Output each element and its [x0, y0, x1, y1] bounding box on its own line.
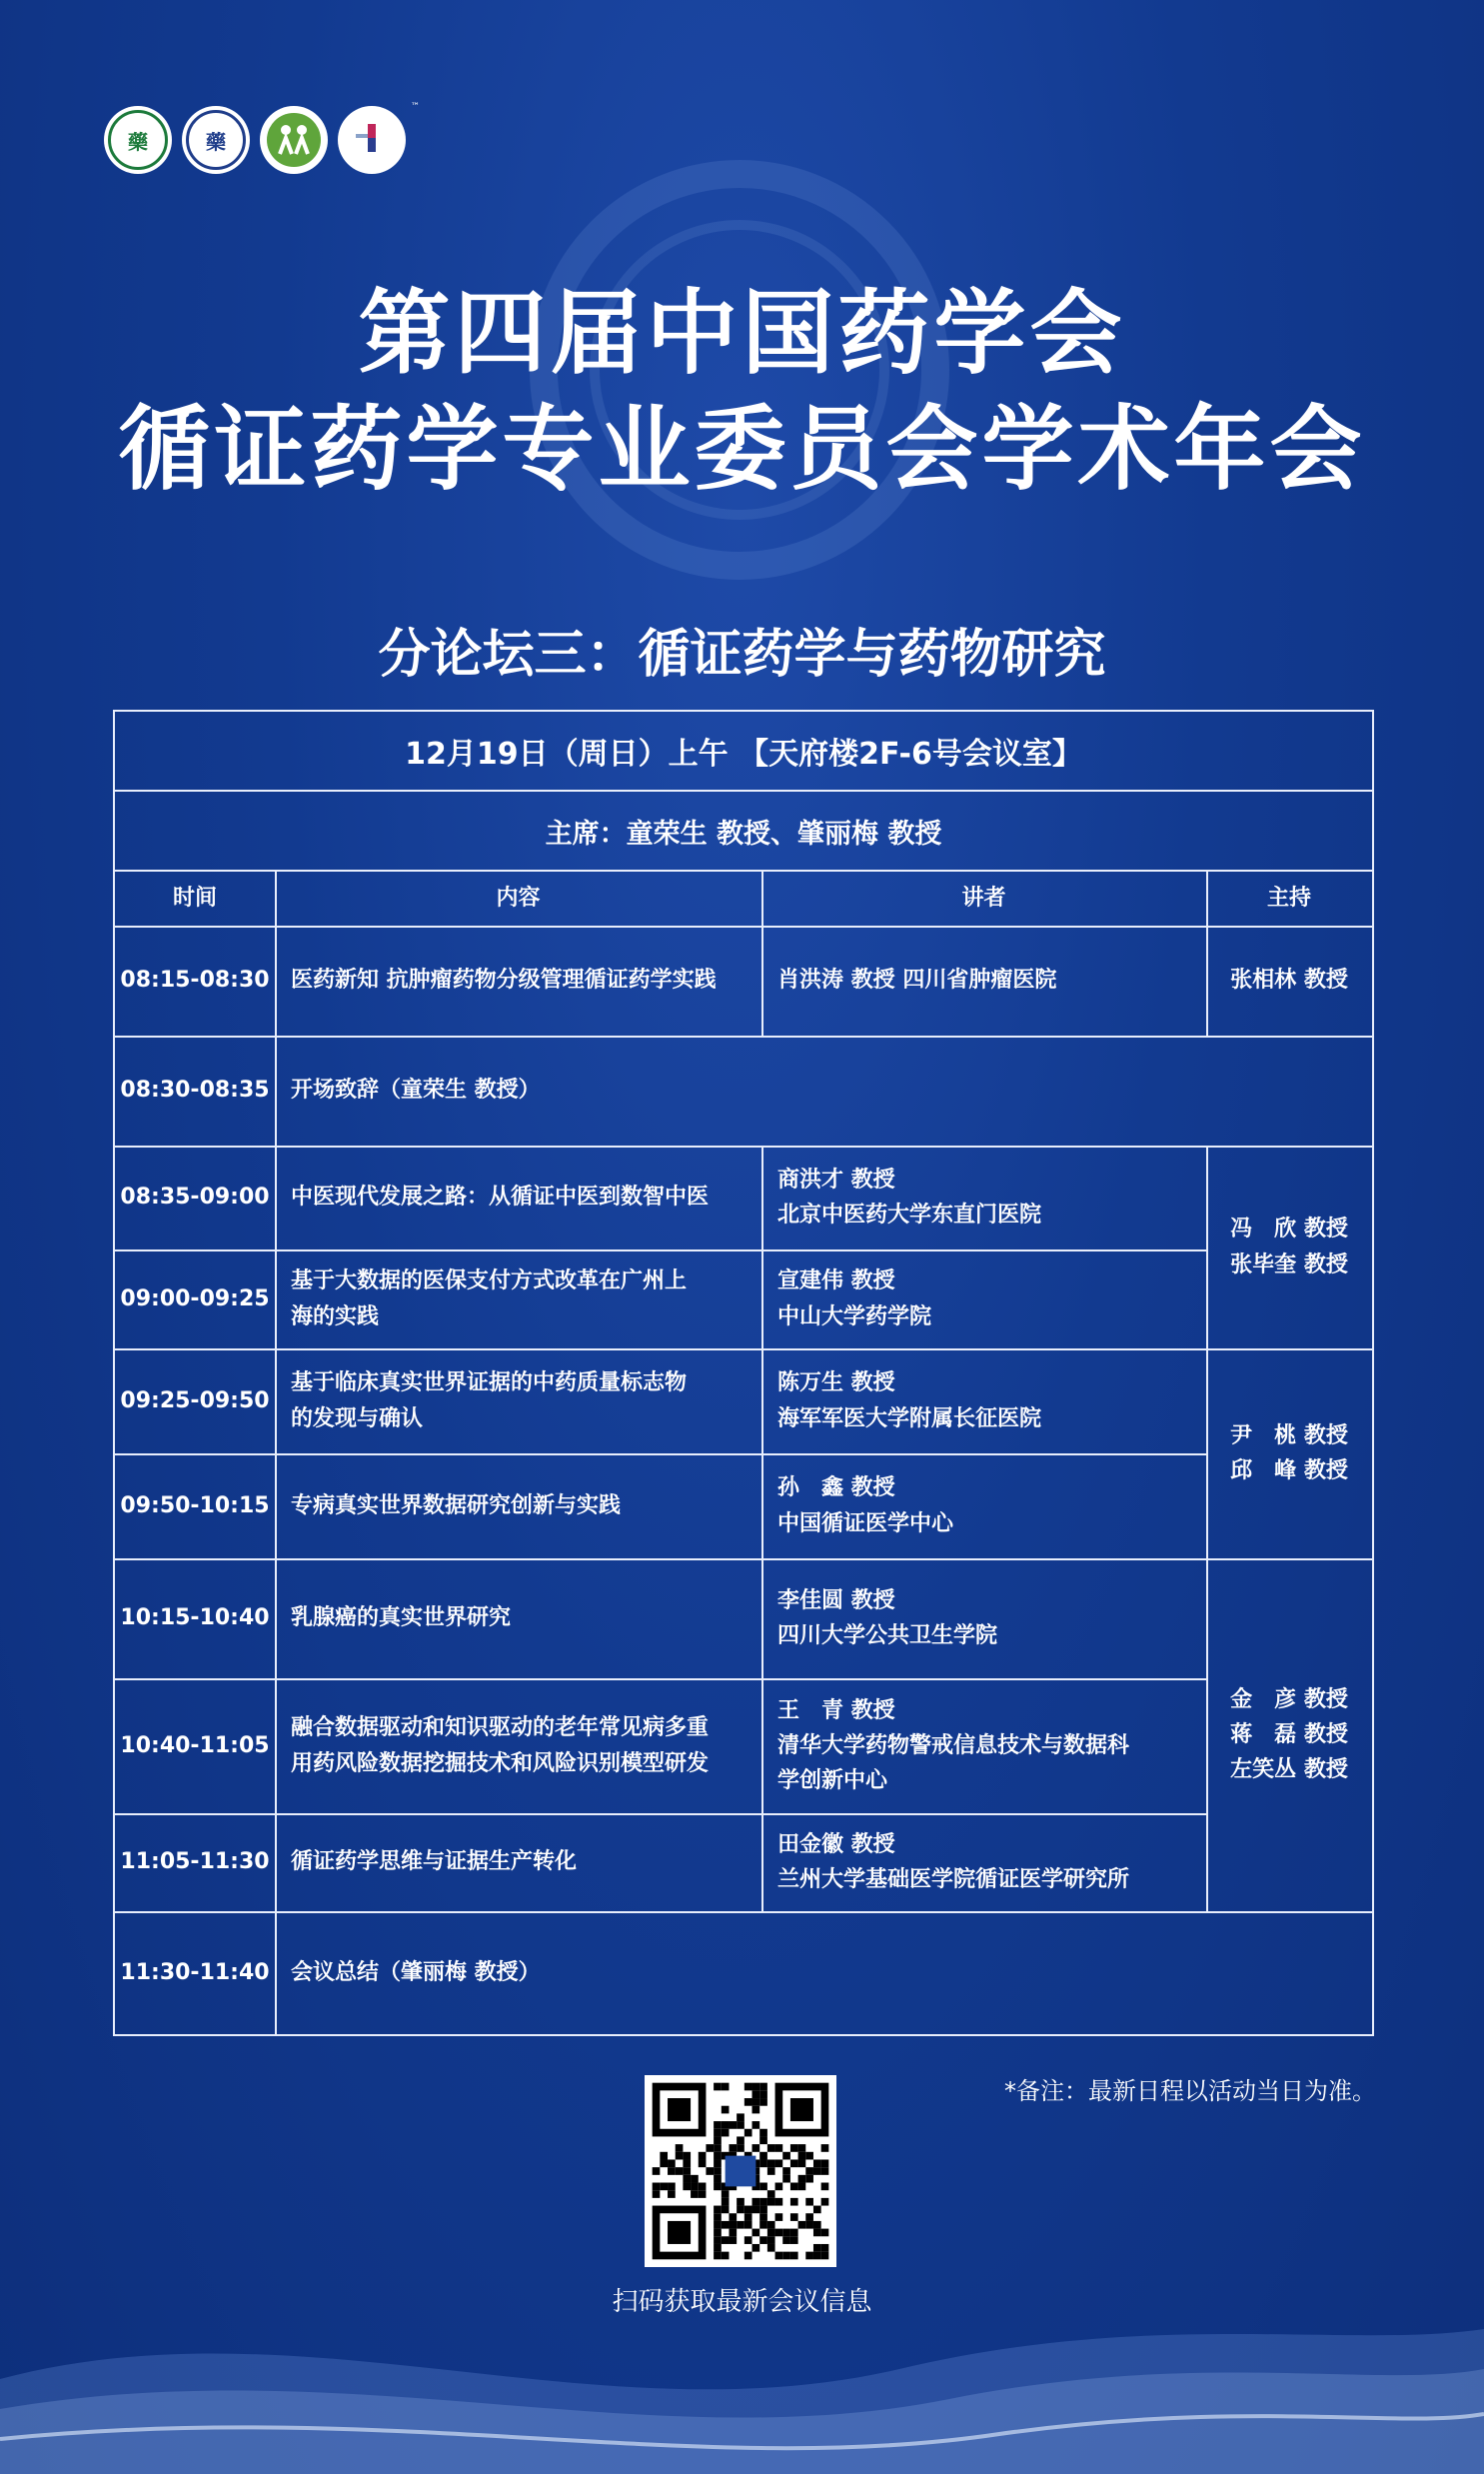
- table-rule: [275, 1813, 277, 1911]
- session-content: 会议总结（肇丽梅 教授）: [291, 1959, 541, 1985]
- table-rule: [761, 1813, 763, 1911]
- session-host: 张相林 教授: [1230, 968, 1348, 994]
- green-figures-logo: [260, 106, 328, 174]
- table-rule: [761, 872, 763, 926]
- session-time: 08:15-08:30: [120, 968, 270, 994]
- session-content: 医药新知 抗肿瘤药物分级管理循证药学实践: [291, 968, 717, 994]
- column-header: 讲者: [961, 886, 1006, 912]
- session-time: 11:30-11:40: [120, 1959, 270, 1985]
- logo-row: [104, 102, 420, 174]
- session-time: 09:50-10:15: [120, 1492, 270, 1518]
- table-rule: [761, 1558, 763, 1678]
- chair-row: 主席：童荣生 教授、肇丽梅 教授: [115, 792, 1372, 872]
- page-title-line1: 第四届中国药学会: [358, 280, 1126, 387]
- page-title-line2: 循证药学专业委员会学术年会: [118, 396, 1366, 503]
- column-header: 内容: [496, 886, 541, 912]
- cpa-logo: [104, 106, 172, 174]
- qr-code[interactable]: [645, 2075, 836, 2267]
- session-host: 金 彦 教授 蒋 磊 教授 左笑丛 教授: [1230, 1686, 1348, 1783]
- table-rule: [761, 1453, 763, 1558]
- session-time: 09:25-09:50: [120, 1387, 270, 1413]
- table-rule: [275, 1911, 277, 2034]
- session-content: 基于临床真实世界证据的中药质量标志物 的发现与确认: [291, 1370, 688, 1431]
- sichuan-pharm-logo-mark: 藥: [186, 110, 246, 170]
- session-content: 乳腺癌的真实世界研究: [291, 1605, 512, 1631]
- green-figures-icon: [267, 113, 321, 167]
- schedule-grid: [115, 872, 1372, 2034]
- table-rule: [275, 1036, 277, 1146]
- decorative-wave: [0, 2289, 1484, 2474]
- table-rule: [275, 926, 277, 1036]
- session-host: 尹 桃 教授 邱 峰 教授: [1230, 1422, 1348, 1483]
- pill-logo: [338, 102, 420, 174]
- session-content: 基于大数据的医保支付方式改革在广州上 海的实践: [291, 1268, 688, 1329]
- table-rule: [275, 1348, 277, 1453]
- table-rule: [275, 1678, 277, 1813]
- table-rule: [1206, 872, 1208, 926]
- schedule-note: *备注：最新日程以活动当日为准。: [1004, 2077, 1376, 2105]
- schedule-table: [113, 710, 1374, 2036]
- session-content: 融合数据驱动和知识驱动的老年常见病多重 用药风险数据挖掘技术和风险识别模型研发: [291, 1715, 710, 1776]
- session-host: 冯 欣 教授 张毕奎 教授: [1230, 1217, 1348, 1277]
- column-header: 时间: [172, 886, 217, 912]
- table-rule: [275, 1558, 277, 1678]
- session-speaker: 田金徽 教授 兰州大学基础医学院循证医学研究所: [777, 1831, 1130, 1892]
- session-time: 11:05-11:30: [120, 1849, 270, 1875]
- qr-code-pattern: [645, 2075, 836, 2267]
- column-header: 主持: [1266, 886, 1311, 912]
- table-rule: [761, 1348, 763, 1453]
- sichuan-pharm-logo: [182, 106, 250, 174]
- session-time: 09:00-09:25: [120, 1285, 270, 1311]
- session-content: 中医现代发展之路：从循证中医到数智中医: [291, 1185, 710, 1211]
- table-rule: [761, 1146, 763, 1249]
- session-speaker: 商洪才 教授 北京中医药大学东直门医院: [777, 1167, 1042, 1228]
- session-time: 08:35-09:00: [120, 1185, 270, 1211]
- forum-subtitle: 分论坛三：循证药学与药物研究: [378, 625, 1106, 685]
- cpa-logo-mark: 藥: [108, 110, 168, 170]
- table-rule: [761, 1678, 763, 1813]
- table-rule: [275, 872, 277, 926]
- table-rule: [761, 1249, 763, 1348]
- qr-caption: 扫码获取最新会议信息: [612, 2287, 872, 2317]
- table-rule: [761, 926, 763, 1036]
- session-time: 08:30-08:35: [120, 1078, 270, 1104]
- trademark-mark: ™: [411, 102, 420, 112]
- pill-icon: [345, 113, 399, 167]
- session-time: 10:40-11:05: [120, 1732, 270, 1758]
- session-speaker: 李佳圆 教授 四川大学公共卫生学院: [777, 1587, 998, 1648]
- session-speaker: 陈万生 教授 海军军医大学附属长征医院: [777, 1370, 1042, 1431]
- session-content: 循证药学思维与证据生产转化: [291, 1849, 578, 1875]
- session-speaker: 王 青 教授 清华大学药物警戒信息技术与数据科 学创新中心: [777, 1697, 1130, 1794]
- table-rule: [275, 1249, 277, 1348]
- session-speaker: 肖洪涛 教授 四川省肿瘤医院: [777, 968, 1057, 994]
- session-speaker: 宣建伟 教授 中山大学药学院: [777, 1268, 932, 1329]
- table-rule: [275, 1453, 277, 1558]
- session-content: 专病真实世界数据研究创新与实践: [291, 1492, 622, 1518]
- table-rule: [275, 1146, 277, 1249]
- session-time: 10:15-10:40: [120, 1605, 270, 1631]
- date-row: 12月19日（周日）上午 【天府楼2F-6号会议室】: [115, 712, 1372, 792]
- session-speaker: 孙 鑫 教授 中国循证医学中心: [777, 1475, 954, 1536]
- session-content: 开场致辞（童荣生 教授）: [291, 1078, 541, 1104]
